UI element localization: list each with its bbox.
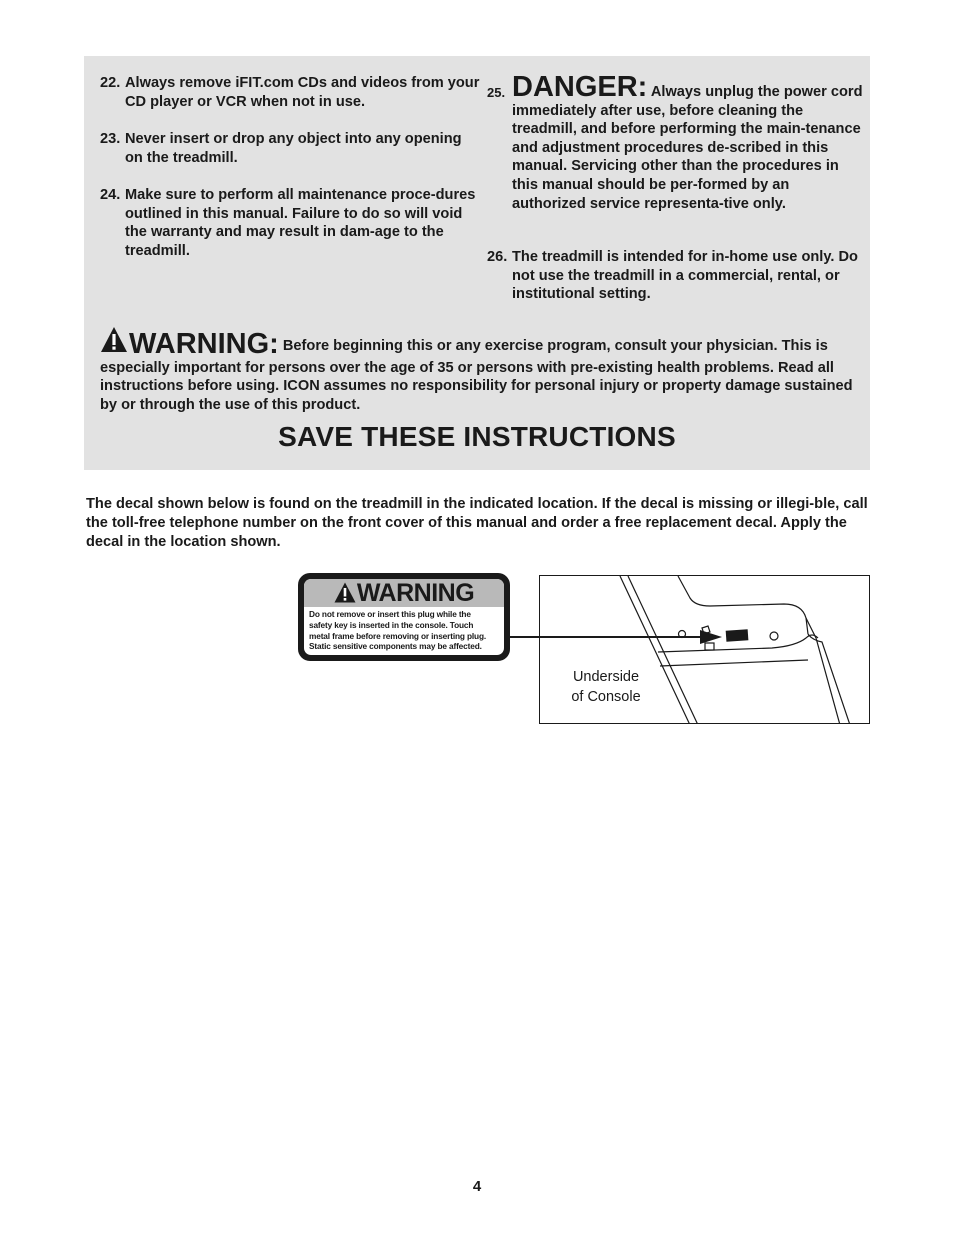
warning-heading: WARNING: <box>129 328 279 360</box>
item-number: 26. <box>487 249 508 265</box>
console-label-line: Underside <box>572 669 640 685</box>
instruction-item-25 <box>487 71 867 213</box>
decal-line: metal frame before removing or inserting plug. <box>309 630 487 641</box>
save-instructions-title: SAVE THESE INSTRUCTIONS <box>278 421 676 452</box>
item-text: Never insert or drop any object into any opening on the treadmill. <box>125 131 462 166</box>
warning-text: Before beginning this or any exercise program, consult your physician. This is especially important for persons over the age of 35 or persons with pre-existing health problems. Read all instructions before using. ICON assumes no responsibility for personal injury or property damage sustained by or through the use of this product. <box>100 338 853 413</box>
item-text: Always remove iFIT.com CDs and videos from your CD player or VCR when not in use. <box>125 75 480 110</box>
instruction-item-26 <box>487 248 867 304</box>
item-text: Make sure to perform all maintenance proce-dures outlined in this manual. Failure to do so will void the warranty and may result in dam-age to the treadmill. <box>125 187 476 259</box>
decal-line: safety key is inserted in the console. Touch <box>309 619 474 630</box>
item-number: 24. <box>100 187 121 203</box>
decal-text <box>304 607 504 652</box>
decal-header <box>304 579 504 607</box>
instruction-item-22 <box>100 74 480 111</box>
item-number: 22. <box>100 75 121 91</box>
item-number: 25. <box>487 85 506 100</box>
instruction-item-24 <box>100 186 480 260</box>
warning-decal <box>298 573 510 661</box>
warning-triangle-icon <box>100 326 128 359</box>
decal-line: Static sensitive components may be affected. <box>309 641 482 652</box>
decal-line: Do not remove or insert this plug while the <box>309 609 471 619</box>
warning-block <box>100 326 860 414</box>
page-number: 4 <box>472 1178 482 1195</box>
console-label-line: of Console <box>571 688 641 705</box>
item-text: Always unplug the power cord immediately after use, before cleaning the treadmill, and before performing the main-tenance and adjustment procedures de-scribed in this manual. Servicing other than the procedures in this manual should be per-formed by an authorized service representa-tive only. <box>512 84 863 212</box>
item-text: The treadmill is intended for in-home use only. Do not use the treadmill in a commercial, rental, or institutional setting. <box>512 249 858 303</box>
danger-heading: DANGER: <box>512 71 648 103</box>
console-diagram <box>539 575 870 724</box>
decal-heading: WARNING <box>356 579 475 607</box>
console-label <box>556 668 656 707</box>
item-number: 23. <box>100 131 121 147</box>
instruction-item-23 <box>100 130 480 167</box>
decal-intro-paragraph: The decal shown below is found on the treadmill in the indicated location. If the decal is missing or illegi-ble, call the toll-free telephone number on the front cover of this manual and order a free replacement decal. Apply the decal in the location shown. <box>86 496 868 550</box>
warning-triangle-icon <box>334 582 356 603</box>
